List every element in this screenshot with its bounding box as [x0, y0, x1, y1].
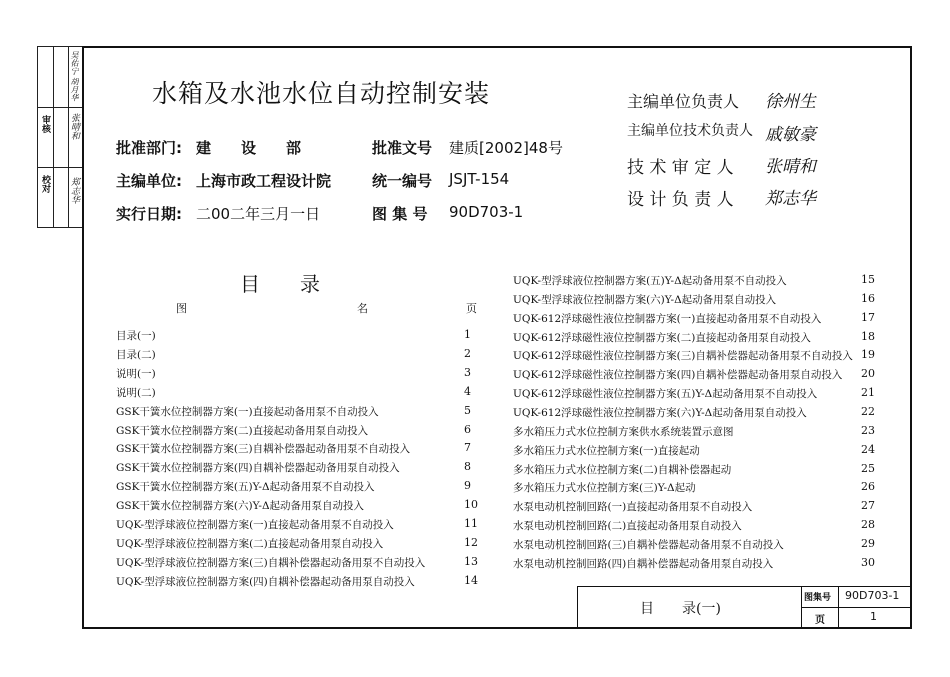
toc-item-name: UQK-612浮球磁性液位控制器方案(一)直接起动备用泵不自动投入: [513, 312, 822, 325]
toc-item-name: 多水箱压力式水位控制方案(三)Y-Δ起动: [513, 482, 696, 495]
toc-item-name: 多水箱压力式水位控制方案(一)直接起动: [513, 444, 700, 457]
toc-item-name: UQK-612浮球磁性液位控制器方案(五)Y-Δ起动备用泵不自动投入: [513, 388, 818, 401]
toc-item-page: 27: [861, 499, 875, 513]
toc-item-name: UQK-型浮球液位控制器方案(一)直接起动备用泵不自动投入: [116, 519, 394, 531]
toc-item-name: UQK-型浮球液位控制器方案(五)Y-Δ起动备用泵不自动投入: [513, 275, 787, 287]
toc-item-name: GSK干簧水位控制器方案(五)Y-Δ起动备用泵不自动投入: [116, 481, 375, 494]
resp-role-3: 技 术 审 定 人: [627, 158, 734, 178]
title-block-page-value: 1: [870, 610, 877, 623]
toc-item-name: 说明(二): [116, 386, 156, 399]
toc-item-page: 10: [464, 498, 478, 512]
toc-item-name: 说明(一): [116, 367, 156, 380]
toc-item-name: GSK干簧水位控制器方案(一)直接起动备用泵不自动投入: [116, 405, 379, 418]
impl-date-value: 二00二年三月一日: [196, 205, 321, 223]
unified-no-label: 统一编号: [372, 172, 433, 190]
toc-item-name: UQK-612浮球磁性液位控制器方案(三)自耦补偿器起动备用泵不自动投入: [513, 350, 853, 363]
toc-item-name: UQK-型浮球液位控制器方案(二)直接起动备用泵自动投入: [116, 537, 384, 550]
toc-item-name: UQK-612浮球磁性液位控制器方案(二)直接起动备用泵自动投入: [513, 331, 811, 344]
toc-item-page: 1: [464, 328, 471, 341]
toc-item-page: 11: [464, 517, 478, 530]
toc-col-ye: 页: [466, 302, 477, 315]
toc-item-name: 多水箱压力式水位控制方案供水系统装置示意图: [513, 425, 734, 438]
toc-item-page: 20: [861, 367, 875, 381]
toc-item-page: 25: [861, 461, 875, 475]
toc-item-page: 26: [861, 480, 875, 494]
approve-doc-value: 建质[2002]48号: [449, 139, 563, 157]
toc-item-name: 目录(一): [116, 330, 156, 342]
toc-item-page: 24: [861, 442, 875, 456]
title-block-name: 目 录(一): [640, 601, 721, 617]
toc-item-page: 16: [861, 291, 875, 305]
resp-sign-4: 郑志华: [765, 189, 816, 209]
title-block-atlas-value: 90D703-1: [845, 589, 900, 602]
resp-role-1: 主编单位负责人: [627, 92, 740, 111]
title-block-page-label: 页: [815, 615, 825, 626]
approve-doc-label: 批准文号: [372, 139, 433, 157]
editor-unit-label: 主编单位:: [116, 172, 182, 190]
toc-item-page: 5: [464, 403, 471, 417]
approve-dept-value: 建 设 部: [196, 139, 302, 157]
toc-item-name: UQK-型浮球液位控制器方案(四)自耦补偿器起动备用泵自动投入: [116, 575, 415, 588]
toc-item-page: 23: [861, 423, 875, 437]
toc-item-page: 8: [464, 460, 471, 474]
resp-role-2: 主编单位技术负责人: [627, 123, 753, 139]
toc-item-name: GSK干簧水位控制器方案(二)直接起动备用泵自动投入: [116, 424, 369, 437]
toc-item-page: 22: [861, 404, 875, 418]
toc-item-page: 21: [861, 386, 875, 400]
toc-item-name: UQK-612浮球磁性液位控制器方案(四)自耦补偿器起动备用泵自动投入: [513, 369, 843, 382]
toc-item-page: 6: [464, 422, 471, 436]
signature-side-box: [37, 46, 83, 228]
toc-item-name: 水泵电动机控制回路(一)直接起动备用泵不自动投入: [513, 501, 753, 514]
toc-item-page: 13: [464, 554, 478, 568]
toc-col-ming: 名: [357, 302, 368, 315]
toc-item-name: GSK干簧水位控制器方案(四)自耦补偿器起动备用泵自动投入: [116, 462, 400, 475]
toc-item-page: 30: [861, 555, 875, 569]
impl-date-label: 实行日期:: [116, 205, 182, 223]
atlas-no-label: 图 集 号: [372, 205, 428, 223]
editor-unit-value: 上海市政工程设计院: [196, 172, 332, 190]
toc-item-page: 18: [861, 329, 875, 343]
side-signature-proof: 张晴和: [69, 113, 79, 140]
toc-item-page: 28: [861, 518, 875, 532]
toc-item-page: 2: [464, 346, 471, 360]
resp-role-4: 设 计 负 责 人: [627, 190, 734, 210]
resp-sign-3: 张晴和: [765, 157, 816, 177]
page-title: 水箱及水池水位自动控制安装: [152, 79, 491, 108]
title-block-atlas-label: 图集号: [804, 593, 832, 603]
toc-item-page: 9: [464, 479, 471, 493]
toc-item-page: 4: [464, 384, 471, 398]
toc-item-page: 15: [861, 273, 875, 286]
approve-dept-label: 批准部门:: [116, 139, 182, 157]
toc-item-page: 29: [861, 536, 875, 550]
toc-item-name: 水泵电动机控制回路(三)自耦补偿器起动备用泵不自动投入: [513, 538, 784, 551]
toc-item-page: 7: [464, 441, 471, 455]
side-signature-review: 吴佑宁 胡月华: [70, 51, 79, 102]
toc-item-page: 3: [464, 365, 471, 379]
atlas-no-value: 90D703-1: [449, 203, 524, 221]
toc-title: 目 录: [240, 272, 320, 296]
toc-item-page: 12: [464, 535, 478, 549]
resp-sign-1: 徐州生: [765, 92, 816, 112]
side-label-proof: 校对: [40, 175, 50, 193]
side-signature-design: 郑志华: [69, 177, 79, 204]
toc-col-tu: 图: [176, 302, 187, 315]
toc-item-name: 目录(二): [116, 348, 156, 361]
toc-item-name: GSK干簧水位控制器方案(六)Y-Δ起动备用泵自动投入: [116, 500, 365, 513]
toc-item-name: 水泵电动机控制回路(四)自耦补偿器起动备用泵自动投入: [513, 557, 774, 570]
toc-item-name: UQK-型浮球液位控制器方案(六)Y-Δ起动备用泵自动投入: [513, 293, 777, 306]
toc-item-name: 水泵电动机控制回路(二)直接起动备用泵自动投入: [513, 520, 742, 533]
resp-sign-2: 戚敏豪: [765, 125, 816, 145]
toc-item-name: UQK-型浮球液位控制器方案(三)自耦补偿器起动备用泵不自动投入: [116, 556, 426, 569]
side-label-review: 审核: [40, 115, 50, 133]
toc-item-page: 19: [861, 348, 875, 362]
toc-item-page: 17: [861, 310, 875, 324]
toc-item-name: UQK-612浮球磁性液位控制器方案(六)Y-Δ起动备用泵自动投入: [513, 406, 807, 419]
toc-item-page: 14: [464, 573, 478, 587]
toc-item-name: GSK干簧水位控制器方案(三)自耦补偿器起动备用泵不自动投入: [116, 443, 411, 456]
toc-item-name: 多水箱压力式水位控制方案(二)自耦补偿器起动: [513, 463, 732, 476]
unified-no-value: JSJT-154: [449, 170, 510, 188]
